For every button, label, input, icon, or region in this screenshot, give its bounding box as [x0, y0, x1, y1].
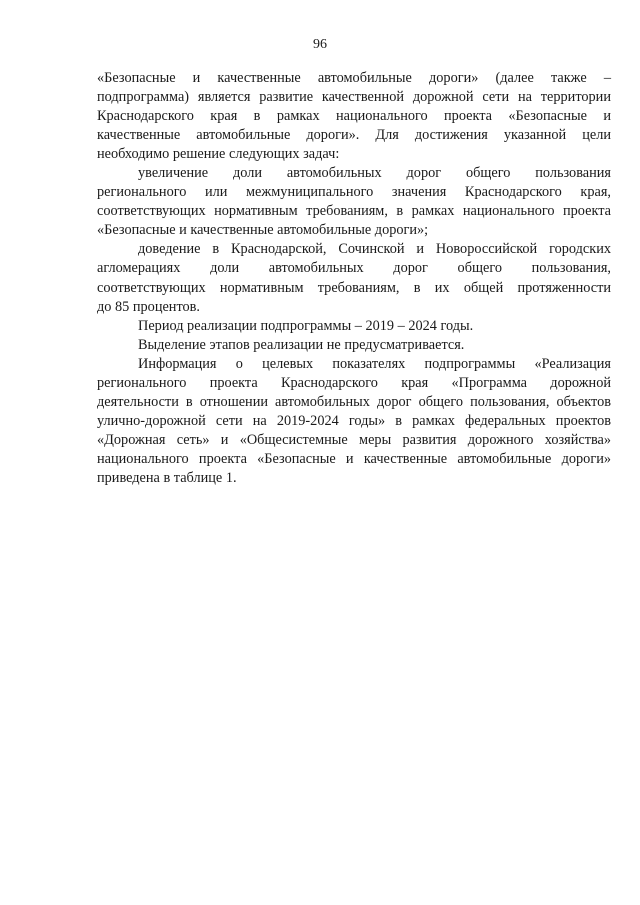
paragraph — [97, 164, 611, 240]
paragraph — [97, 355, 611, 488]
text-line: подпрограмма) является развитие качественной дорожной сети на территории — [97, 89, 611, 106]
text-line: Выделение этапов реализации не предусматривается. — [138, 336, 465, 353]
text-line: увеличение доли автомобильных дорог общего пользования — [138, 165, 611, 182]
paragraph — [97, 69, 611, 164]
text-line: качественные автомобильные дороги». Для достижения указанной цели — [97, 127, 611, 144]
text-line: регионального или межмуниципального значения Краснодарского края, — [97, 184, 611, 201]
text-line: доведение в Краснодарской, Сочинской и Новороссийской городских — [138, 241, 611, 258]
paragraph — [97, 240, 611, 316]
text-line: необходимо решение следующих задач: — [97, 146, 340, 163]
text-line: Период реализации подпрограммы – 2019 – 2024 годы. — [138, 317, 474, 334]
body-text — [97, 69, 611, 488]
paragraph — [97, 317, 611, 336]
text-line: приведена в таблице 1. — [97, 469, 237, 486]
text-line: улично-дорожной сети на 2019-2024 годы» в рамках федеральных проектов — [97, 412, 611, 429]
text-line: Краснодарского края в рамках национального проекта «Безопасные и — [97, 108, 611, 125]
text-line: деятельности в отношении автомобильных дорог общего пользования, объектов — [97, 393, 611, 410]
paragraph — [97, 336, 611, 355]
text-line: «Дорожная сеть» и «Общесистемные меры развития дорожного хозяйства» — [97, 431, 611, 448]
page-number: 96 — [313, 37, 327, 52]
text-line: регионального проекта Краснодарского края «Программа дорожной — [97, 374, 611, 391]
text-line: соответствующих нормативным требованиям, в рамках национального проекта — [97, 203, 611, 220]
text-line: соответствующих нормативным требованиям, в их общей протяженности — [97, 279, 611, 296]
text-line: «Безопасные и качественные автомобильные дороги» (далее также – — [97, 70, 611, 86]
text-line: до 85 процентов. — [97, 298, 200, 315]
text-line: национального проекта «Безопасные и качественные автомобильные дороги» — [97, 450, 611, 467]
text-line: «Безопасные и качественные автомобильные дороги»; — [97, 222, 429, 239]
text-line: агломерациях доли автомобильных дорог общего пользования, — [97, 260, 611, 277]
text-line: Информация о целевых показателях подпрограммы «Реализация — [138, 355, 611, 372]
